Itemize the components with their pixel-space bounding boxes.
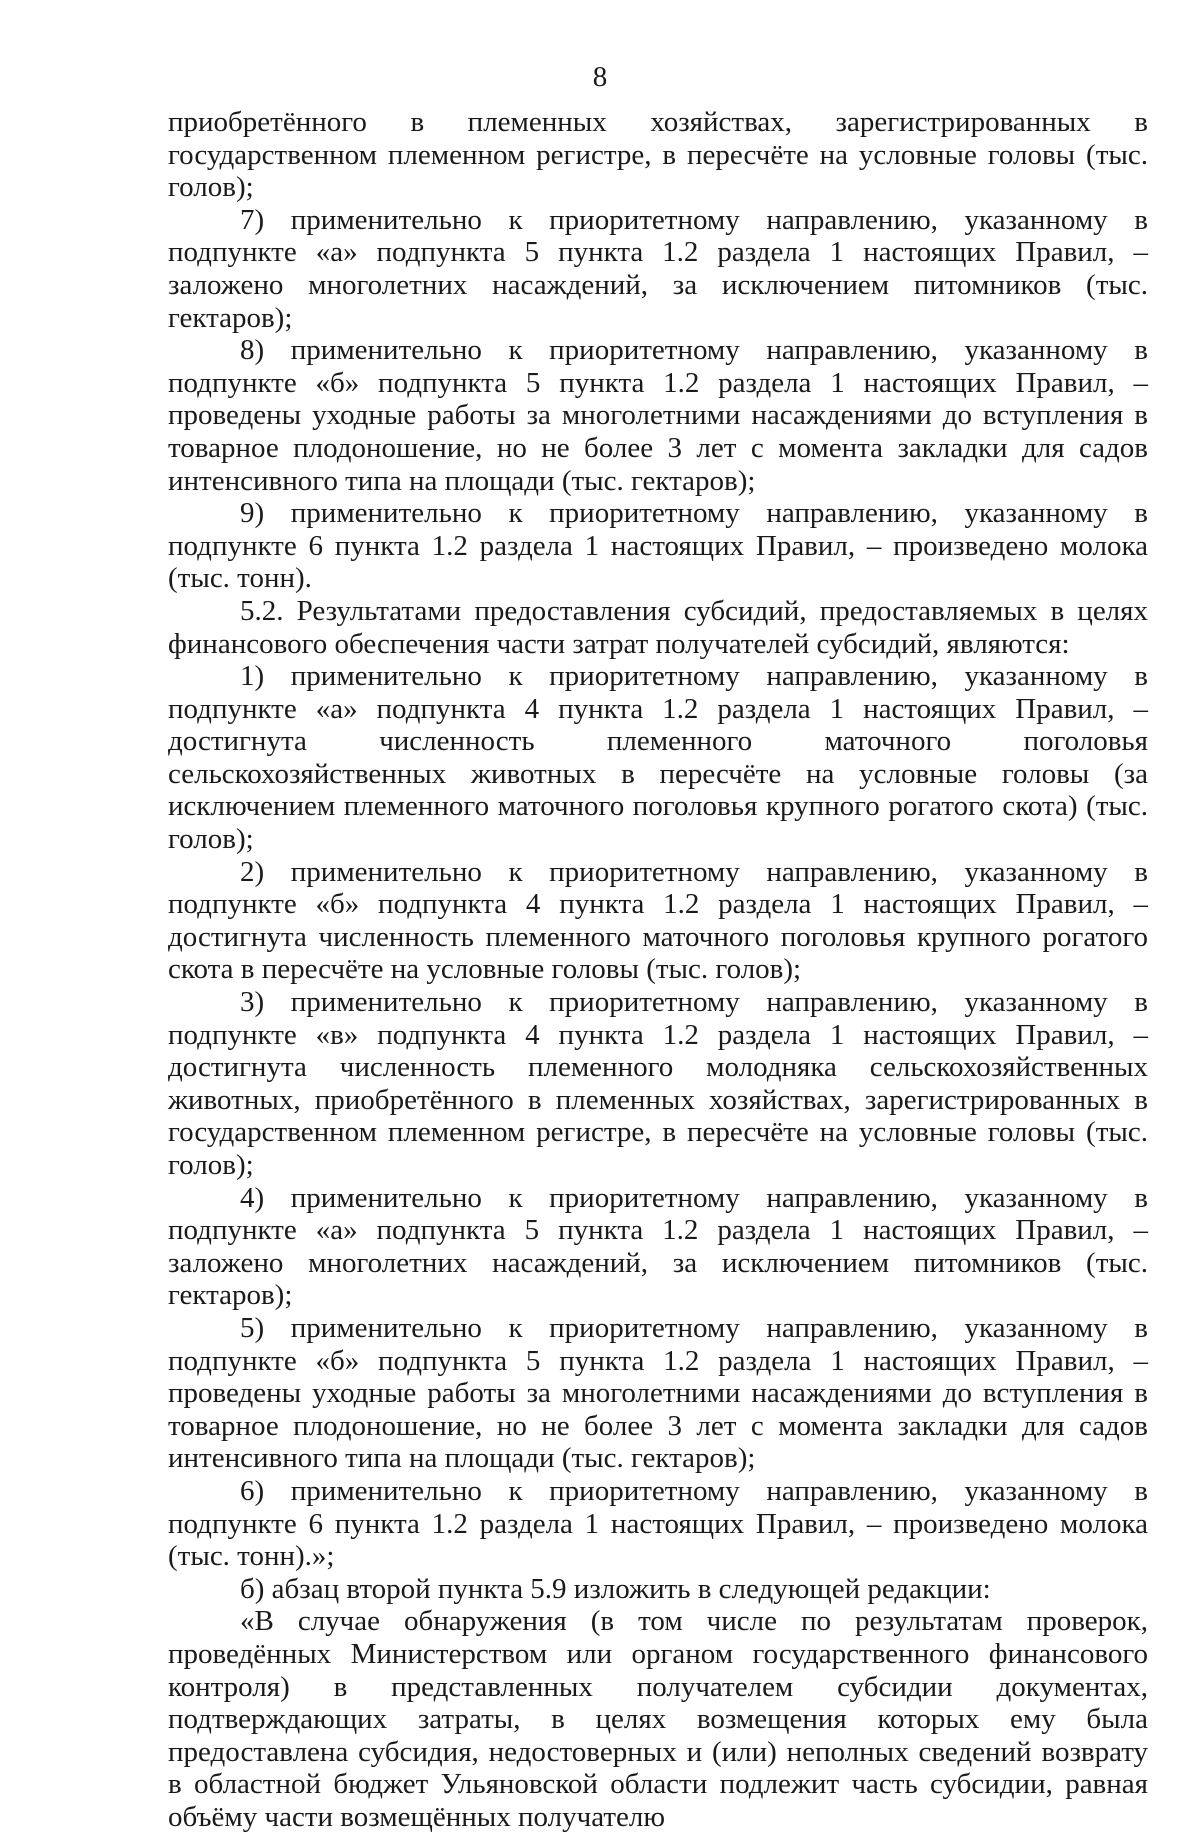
paragraph-continuation: приобретённого в племенных хозяйствах, зарегистрированных в государственном племенном регистре, в пересчёте на условные головы (тыс. голов); <box>168 106 1148 204</box>
paragraph-result-2: 2) применительно к приоритетному направлению, указанному в подпункте «б» подпункта 4 пункта 1.2 раздела 1 настоящих Правил, – достигнута численность племенного маточного поголовья крупного рогатого скота в пересчёте на условные головы (тыс. голов); <box>168 855 1148 986</box>
paragraph-result-6: 6) применительно к приоритетному направлению, указанному в подпункте 6 пункта 1.2 раздела 1 настоящих Правил, – произведено молока (тыс. тонн).»; <box>168 1474 1148 1573</box>
paragraph-result-4: 4) применительно к приоритетному направлению, указанному в подпункте «а» подпункта 5 пункта 1.2 раздела 1 настоящих Правил, – заложено многолетних насаждений, за исключением питомников (тыс. гектаров); <box>168 1181 1148 1312</box>
page-number: 8 <box>592 61 608 93</box>
paragraph-section-5-2: 5.2. Результатами предоставления субсидий, предоставляемых в целях финансового обеспечения части затрат получателей субсидий, являются: <box>168 594 1148 660</box>
paragraph-item-8: 8) применительно к приоритетному направлению, указанному в подпункте «б» подпункта 5 пункта 1.2 раздела 1 настоящих Правил, – проведены уходные работы за многолетними насаждениями до вступления в товарное плодоношение, но не более 3 лет с момента закладки для садов интенсивного типа на площади (тыс. гектаров); <box>168 334 1148 497</box>
paragraph-result-3: 3) применительно к приоритетному направлению, указанному в подпункте «в» подпункта 4 пункта 1.2 раздела 1 настоящих Правил, – достигнута численность племенного молодняка сельскохозяйственных животных, приобретённого в племенных хозяйствах, зарегистрированных в государственном племенном регистре, в пересчёте на условные головы (тыс. голов); <box>168 986 1148 1181</box>
paragraph-item-7: 7) применительно к приоритетному направлению, указанному в подпункте «а» подпункта 5 пункта 1.2 раздела 1 настоящих Правил, – заложено многолетних насаждений, за исключением питомников (тыс. гектаров); <box>168 203 1148 334</box>
paragraph-result-1: 1) применительно к приоритетному направлению, указанному в подпункте «а» подпункта 4 пункта 1.2 раздела 1 настоящих Правил, – достигнута численность племенного маточного поголовья сельскохозяйственных животных в пересчёте на условные головы (за исключением племенного маточного поголовья крупного рогатого скота) (тыс. голов); <box>168 660 1148 856</box>
paragraph-amendment-b: б) абзац второй пункта 5.9 изложить в следующей редакции: <box>240 1572 991 1605</box>
paragraph-quoted-text: «В случае обнаружения (в том числе по результатам проверок, проведённых Министерством или органом государственного финансового контроля) в представленных получателем субсидии документах, подтверждающих затраты, в целях возмещения которых ему была предоставлена субсидия, недостоверных и (или) неполных сведений возврату в областной бюджет Ульяновской области подлежит часть субсидии, равная объёму части возмещённых получателю <box>168 1605 1148 1833</box>
paragraph-result-5: 5) применительно к приоритетному направлению, указанному в подпункте «б» подпункта 5 пункта 1.2 раздела 1 настоящих Правил, – проведены уходные работы за многолетними насаждениями до вступления в товарное плодоношение, но не более 3 лет с момента закладки для садов интенсивного типа на площади (тыс. гектаров); <box>168 1311 1148 1475</box>
paragraph-item-9: 9) применительно к приоритетному направлению, указанному в подпункте 6 пункта 1.2 раздела 1 настоящих Правил, – произведено молока (тыс. тонн). <box>168 497 1148 595</box>
document-body <box>168 106 1148 1833</box>
